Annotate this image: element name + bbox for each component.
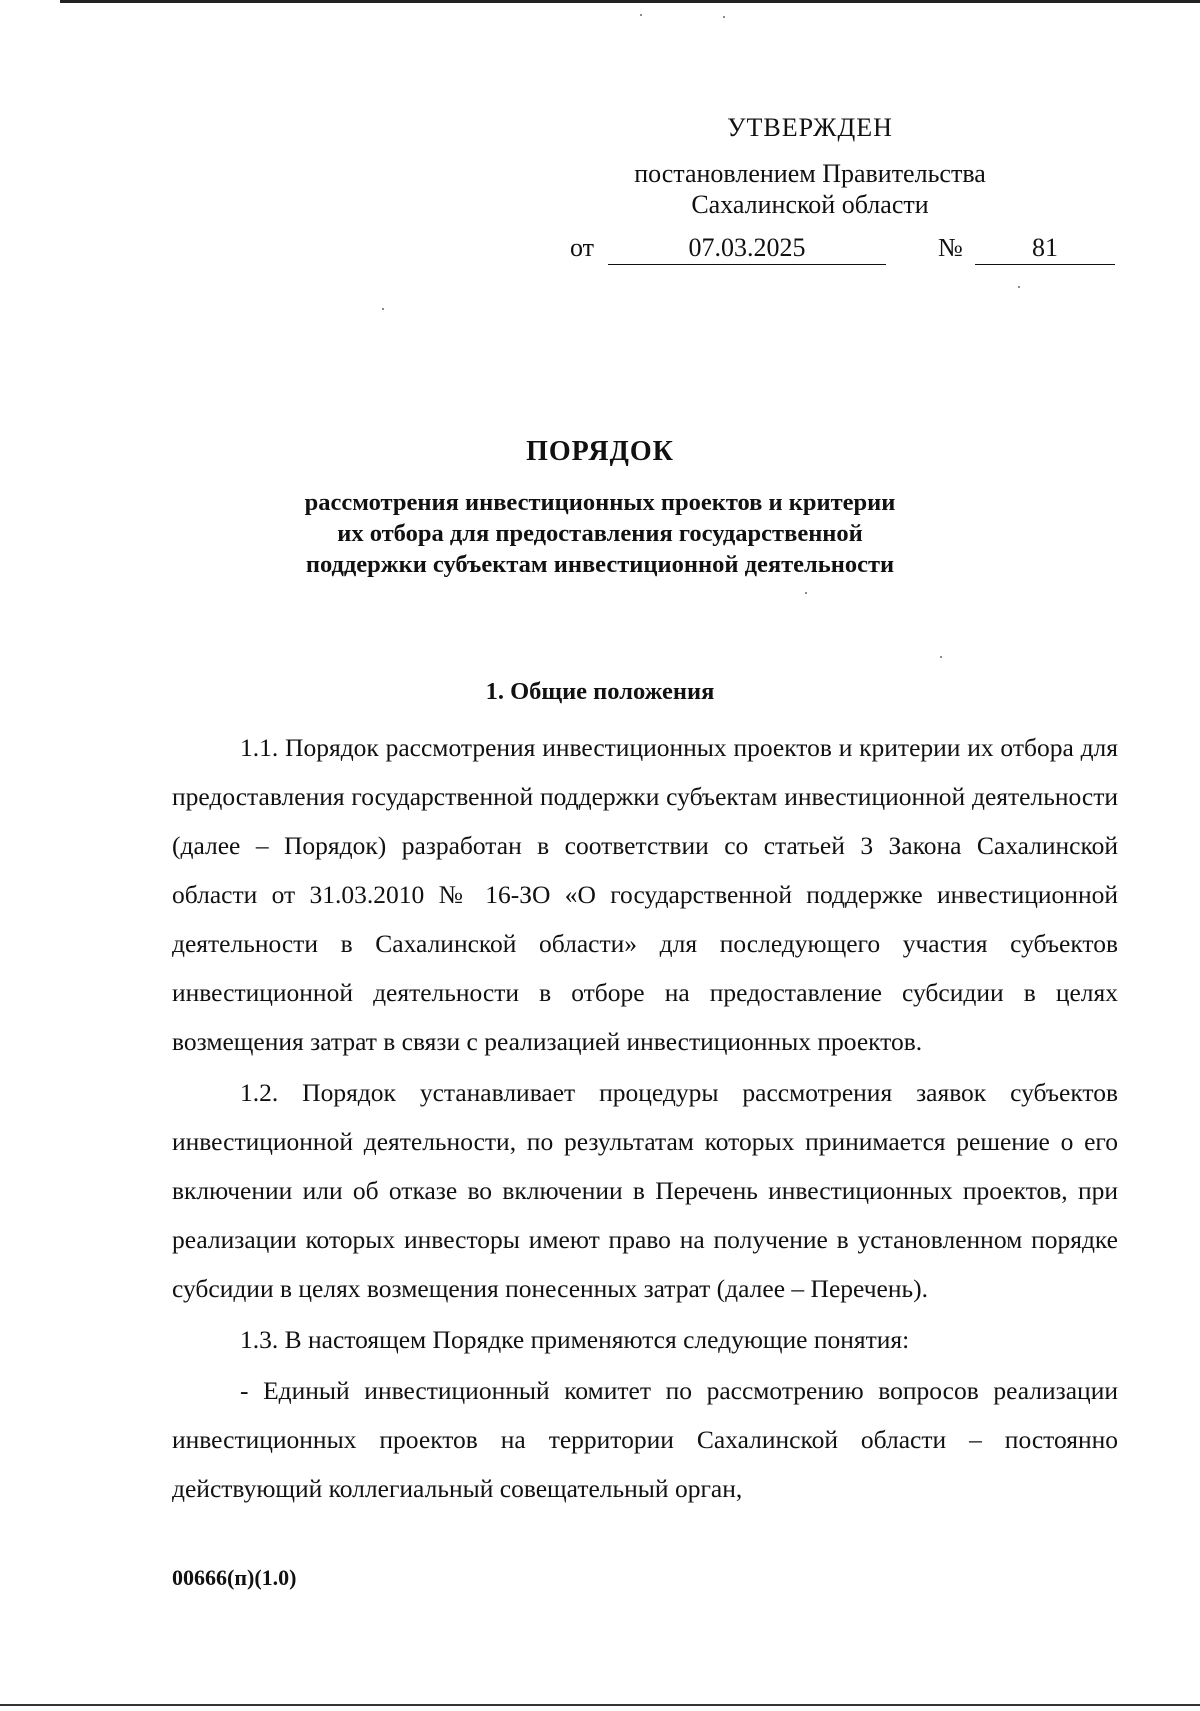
approval-title: УТВЕРЖДЕН (727, 113, 893, 142)
approval-line-1: постановлением Правительства (634, 159, 986, 188)
document-title: ПОРЯДОК (526, 436, 674, 467)
approval-line-2: Сахалинской области (691, 190, 929, 219)
scan-speck (723, 16, 725, 18)
section-title: 1. Общие положения (485, 678, 715, 705)
document-subtitle: рассмотрения инвестиционных проектов и критерии их отбора для предоставления государственной поддержки субъектам инвестиционной деятельности (304, 489, 896, 578)
scan-speck (1018, 286, 1020, 288)
number-sign: № (938, 233, 963, 262)
section-body (172, 723, 1118, 1513)
scan-speck (805, 592, 807, 594)
scan-border-top (60, 0, 1200, 3)
paragraph-definition: - Единый инвестиционный комитет по рассмотрению вопросов реализации инвестиционных проектов на территории Сахалинской области – постоянно действующий коллегиальный совещательный орган, (172, 1376, 1118, 1503)
scan-border-bottom (0, 1704, 1200, 1706)
approval-date-number-row (570, 233, 1115, 265)
date-prefix: от (570, 233, 595, 262)
paragraph-1-2: 1.2. Порядок устанавливает процедуры рассмотрения заявок субъектов инвестиционной деятельности, по результатам которых принимается решение о его включении или об отказе во включении в Перечень инвестиционных проектов, при реализации которых инвесторы имеют право на получение в установленном порядке субсидии в целях возмещения понесенных затрат (далее – Перечень). (172, 1078, 1118, 1303)
scan-speck (382, 308, 384, 310)
approval-date: 07.03.2025 (608, 233, 886, 265)
scan-speck (640, 14, 642, 16)
paragraph-1-3: 1.3. В настоящем Порядке применяются следующие понятия: (240, 1325, 910, 1354)
approval-number: 81 (975, 233, 1115, 265)
paragraph-1-1: 1.1. Порядок рассмотрения инвестиционных проектов и критерии их отбора для предоставления государственной поддержки субъектам инвестиционной деятельности (далее – Порядок) разработан в соответствии со статьей 3 Закона Сахалинской области от 31.03.2010 № 16-ЗО «О государственной поддержке инвестиционной деятельности в Сахалинской области» для последующего участия субъектов инвестиционной деятельности в отборе на предоставление субсидии в целях возмещения затрат в связи с реализацией инвестиционных проектов. (172, 733, 1118, 1056)
document-code: 00666(п)(1.0) (172, 1565, 297, 1590)
approval-stamp (560, 112, 1060, 220)
scan-speck (940, 656, 942, 658)
